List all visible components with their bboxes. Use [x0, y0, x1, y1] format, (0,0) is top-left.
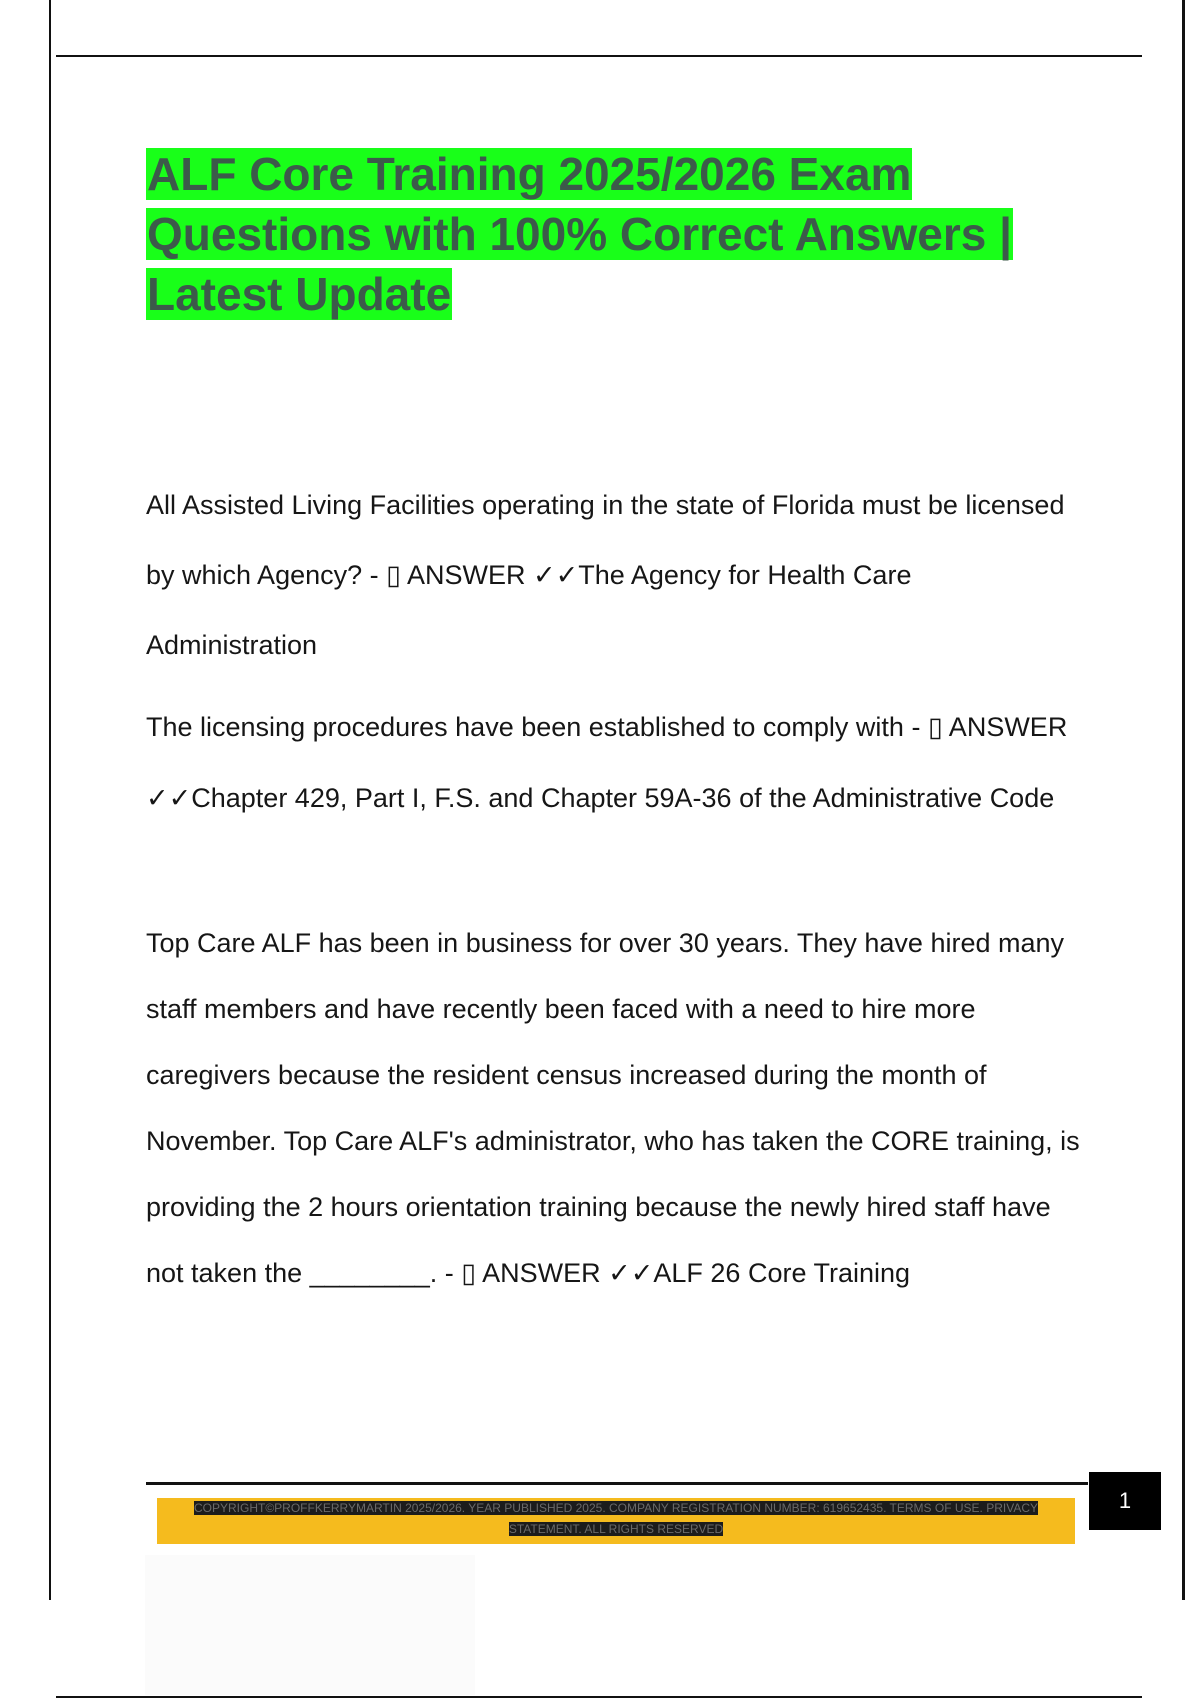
question-text: The licensing procedures have been established to comply with - [146, 712, 928, 742]
answer-label: ANSWER ✓✓ [146, 712, 1068, 813]
placeholder-glyph-icon: ▯ [927, 712, 943, 742]
qa-item-1 [146, 470, 1086, 680]
header-divider [56, 55, 1142, 57]
placeholder-glyph-icon: ▯ [386, 560, 401, 590]
document-title [146, 144, 1106, 324]
question-text: Top Care ALF has been in business for over 30 years. They have hired many staff members and have recently been faced with a need to hire more caregivers because the resident census increased during the month of November. Top Care ALF's administrator, who has taken the CORE training, is providing the 2 hours orientation training because the newly hired staff have not taken the ________. - [146, 928, 1080, 1288]
answer-label: ANSWER ✓✓ [401, 560, 579, 590]
answer-label: ANSWER ✓✓ [476, 1258, 654, 1288]
footer-bottom-divider [56, 1696, 1142, 1698]
scan-artifact [145, 1555, 475, 1695]
qa-item-2 [146, 692, 1086, 834]
title-text: ALF Core Training 2025/2026 Exam Questions with 100% Correct Answers | Latest Update [147, 148, 1012, 320]
question-text: All Assisted Living Facilities operating in the state of Florida must be licensed by which Agency? - [146, 490, 1065, 590]
qa-item-3 [146, 910, 1086, 1306]
page-border-left [49, 0, 51, 1600]
answer-text: ALF 26 Core Training [653, 1258, 911, 1288]
answer-text: The Agency for Health Care Administration [146, 560, 912, 660]
footer-copyright-bar [157, 1498, 1075, 1544]
page-number: 1 [1089, 1472, 1161, 1530]
footer-divider [146, 1482, 1088, 1485]
answer-text: Chapter 429, Part I, F.S. and Chapter 59A-36 of the Administrative Code [191, 783, 1055, 813]
copyright-text: COPYRIGHT©PROFFKERRYMARTIN 2025/2026. YEAR PUBLISHED 2025. COMPANY REGISTRATION NUMBER: 619652435. TERMS OF USE. PRIVACY STATEMENT. ALL RIGHTS RESERVED [194, 1501, 1038, 1536]
placeholder-glyph-icon: ▯ [461, 1258, 477, 1288]
page-border-right [1182, 0, 1185, 1600]
